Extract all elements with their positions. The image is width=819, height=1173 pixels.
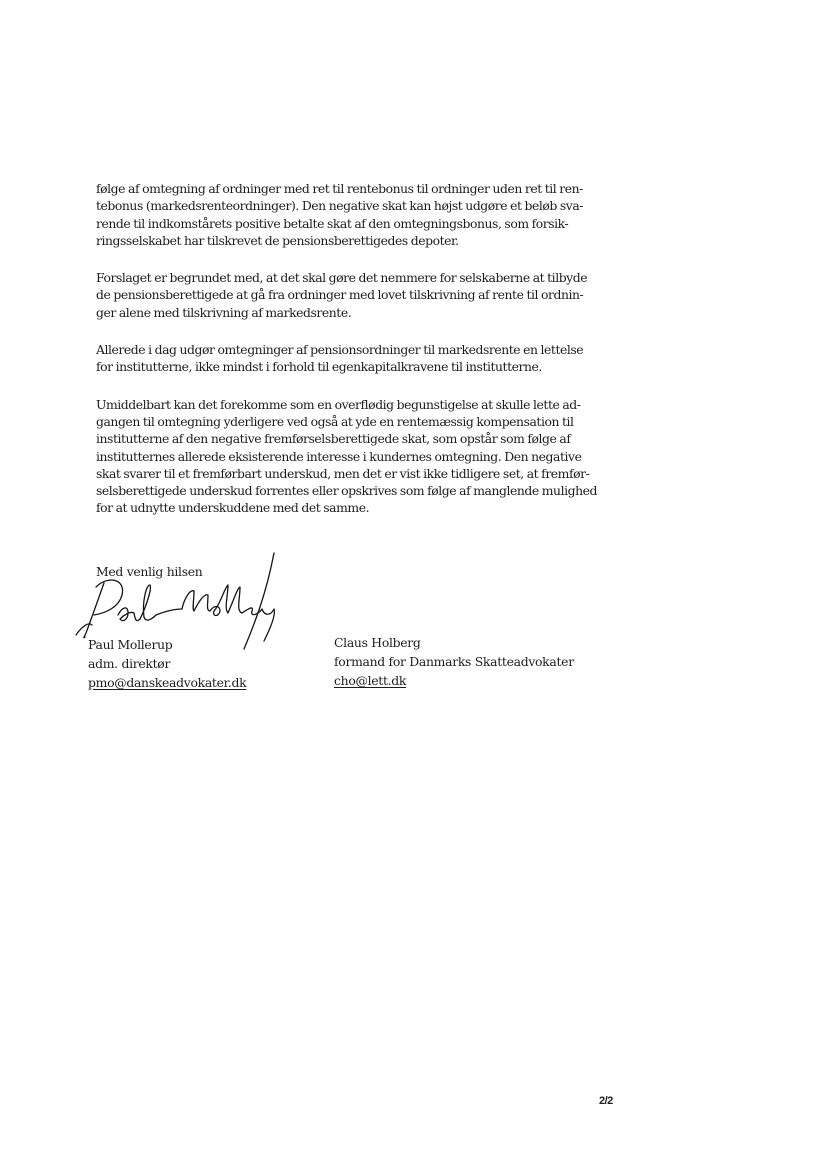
signatory-email-link[interactable]: cho@lett.dk xyxy=(334,673,407,688)
signatory-left xyxy=(88,635,246,692)
signatory-title: adm. direktør xyxy=(88,656,171,671)
text-line: tebonus (markedsrenteordninger). Den negative skat kan højst udgøre et beløb sva- xyxy=(96,198,584,214)
text-line: for institutterne, ikke mindst i forhold til egenkapitalkravene til institutterne. xyxy=(96,359,542,375)
text-line: følge af omtegning af ordninger med ret til rentebonus til ordninger uden ret til ren- xyxy=(96,181,583,196)
text-line: Forslaget er begrundet med, at det skal gøre det nemmere for selskaberne at tilbyde xyxy=(96,270,588,286)
text-line: for at udnytte underskuddene med det samme. xyxy=(96,500,370,516)
text-line: institutterne af den negative fremførselsberettigede skat, som opstår som følge af xyxy=(96,431,571,447)
text-line: gangen til omtegning yderligere ved også at yde en rentemæssig kompensation til xyxy=(96,413,574,429)
signatory-name: Paul Mollerup xyxy=(88,637,173,652)
paragraph xyxy=(96,269,596,321)
text-line: skat svarer til et fremførbart underskud, men det er vist ikke tidligere set, at fremfør- xyxy=(96,465,590,481)
text-line: ger alene med tilskrivning af markedsrente. xyxy=(96,304,352,320)
paragraph xyxy=(96,180,596,249)
letter-body xyxy=(96,180,596,537)
text-line: Allerede i dag udgør omtegninger af pensionsordninger til markedsrente en lettelse xyxy=(96,342,584,358)
paragraph xyxy=(96,396,596,517)
text-line: institutternes allerede eksisterende interesse i kundernes omtegning. Den negative xyxy=(96,448,582,464)
signatory-right xyxy=(334,633,574,690)
signatory-title: formand for Danmarks Skatteadvokater xyxy=(334,654,574,669)
page-number: 2/2 xyxy=(599,1095,613,1107)
text-line: Umiddelbart kan det forekomme som en overflødig begunstigelse at skulle lette ad- xyxy=(96,396,581,412)
paragraph xyxy=(96,341,596,376)
text-line: ringsselskabet har tilskrevet de pensionsberettigedes depoter. xyxy=(96,232,459,248)
text-line: selsberettigede underskud forrentes eller opskrives som følge af manglende mulighed xyxy=(96,483,597,499)
text-line: de pensionsberettigede at gå fra ordninger med lovet tilskrivning af rente til ordnin- xyxy=(96,287,584,303)
closing-salutation: Med venlig hilsen xyxy=(96,564,203,579)
signatory-email-link[interactable]: pmo@danskeadvokater.dk xyxy=(88,675,247,690)
signatory-name: Claus Holberg xyxy=(334,635,421,650)
text-line: rende til indkomstårets positive betalte skat af den omtegningsbonus, som forsik- xyxy=(96,215,569,231)
